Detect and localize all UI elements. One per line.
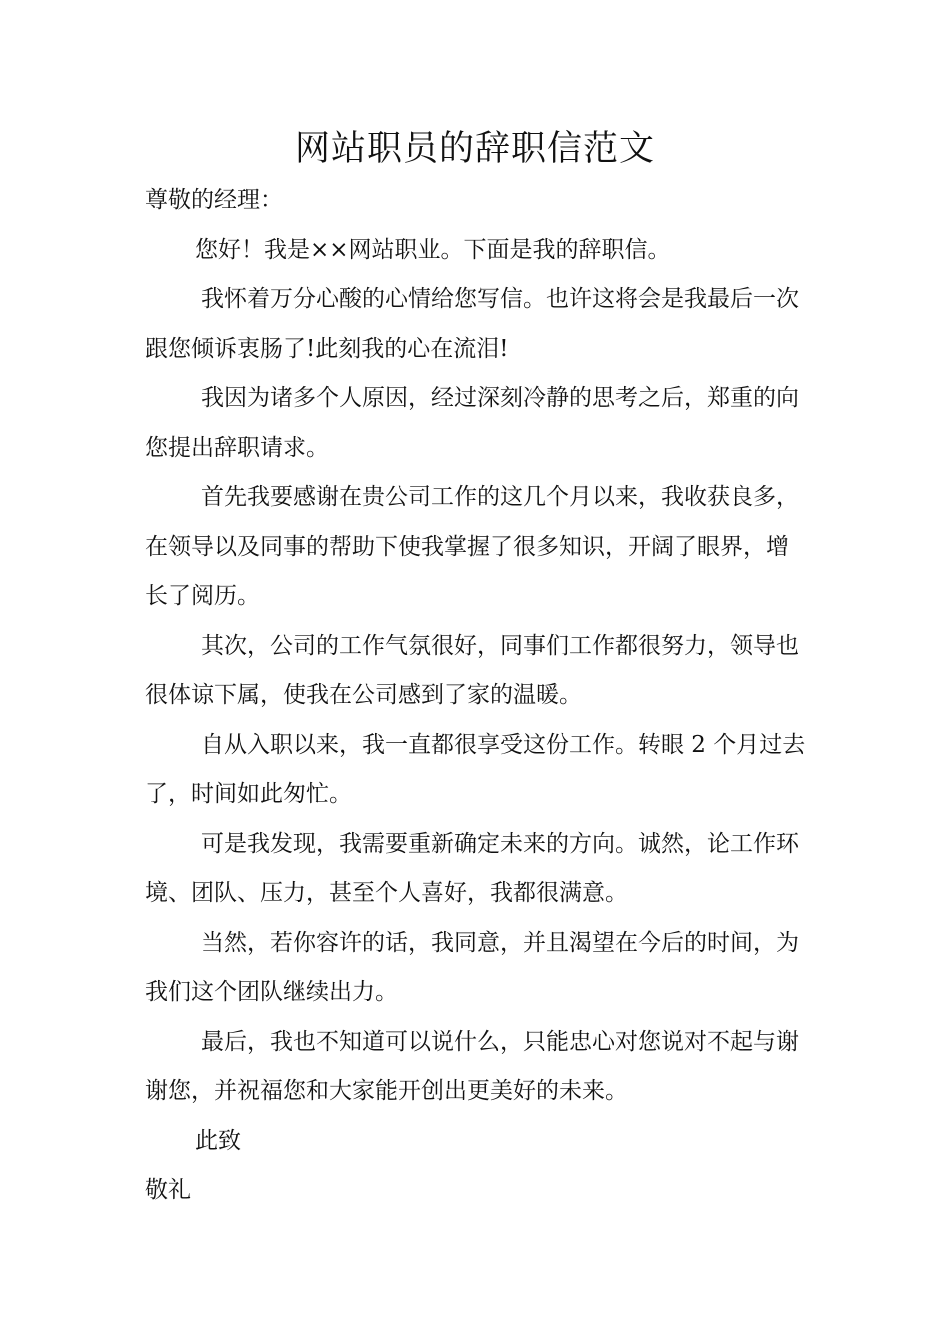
salutation: 尊敬的经理： [145,187,283,213]
document-title: 网站职员的辞职信范文 [294,129,655,169]
paragraph: 我因为诸多个人原因，经过深刻冷静的思考之后，郑重的向您提出辞职请求。 [145,385,799,461]
paragraph: 可是我发现，我需要重新确定未来的方向。诚然，论工作环境、团队、压力，甚至个人喜好，我都很满意。 [145,830,799,906]
paragraph: 自从入职以来，我一直都很享受这份工作。转眼 2 个月过去了，时间如此匆忙。 [145,731,806,807]
paragraph: 最后，我也不知道可以说什么，只能忠心对您说对不起与谢谢您，并祝福您和大家能开创出更美好的未来。 [145,1028,799,1104]
letter-body [145,176,809,1216]
paragraph: 其次，公司的工作气氛很好，同事们工作都很努力，领导也很体谅下属，使我在公司感到了家的温暖。 [145,632,799,708]
greeting-line: 您好！我是××网站职业。下面是我的辞职信。 [195,236,671,263]
paragraph: 当然，若你容许的话，我同意，并且渴望在今后的时间，为我们这个团队继续出力。 [145,929,799,1005]
paragraph: 我怀着万分心酸的心情给您写信。也许这将会是我最后一次跟您倾诉衷肠了!此刻我的心在流泪! [145,286,799,362]
closing-line: 此致 [195,1127,241,1154]
paragraph: 首先我要感谢在贵公司工作的这几个月以来，我收获良多，在领导以及同事的帮助下使我掌握了很多知识，开阔了眼界，增长了阅历。 [145,484,799,609]
regards-line: 敬礼 [145,1177,191,1203]
